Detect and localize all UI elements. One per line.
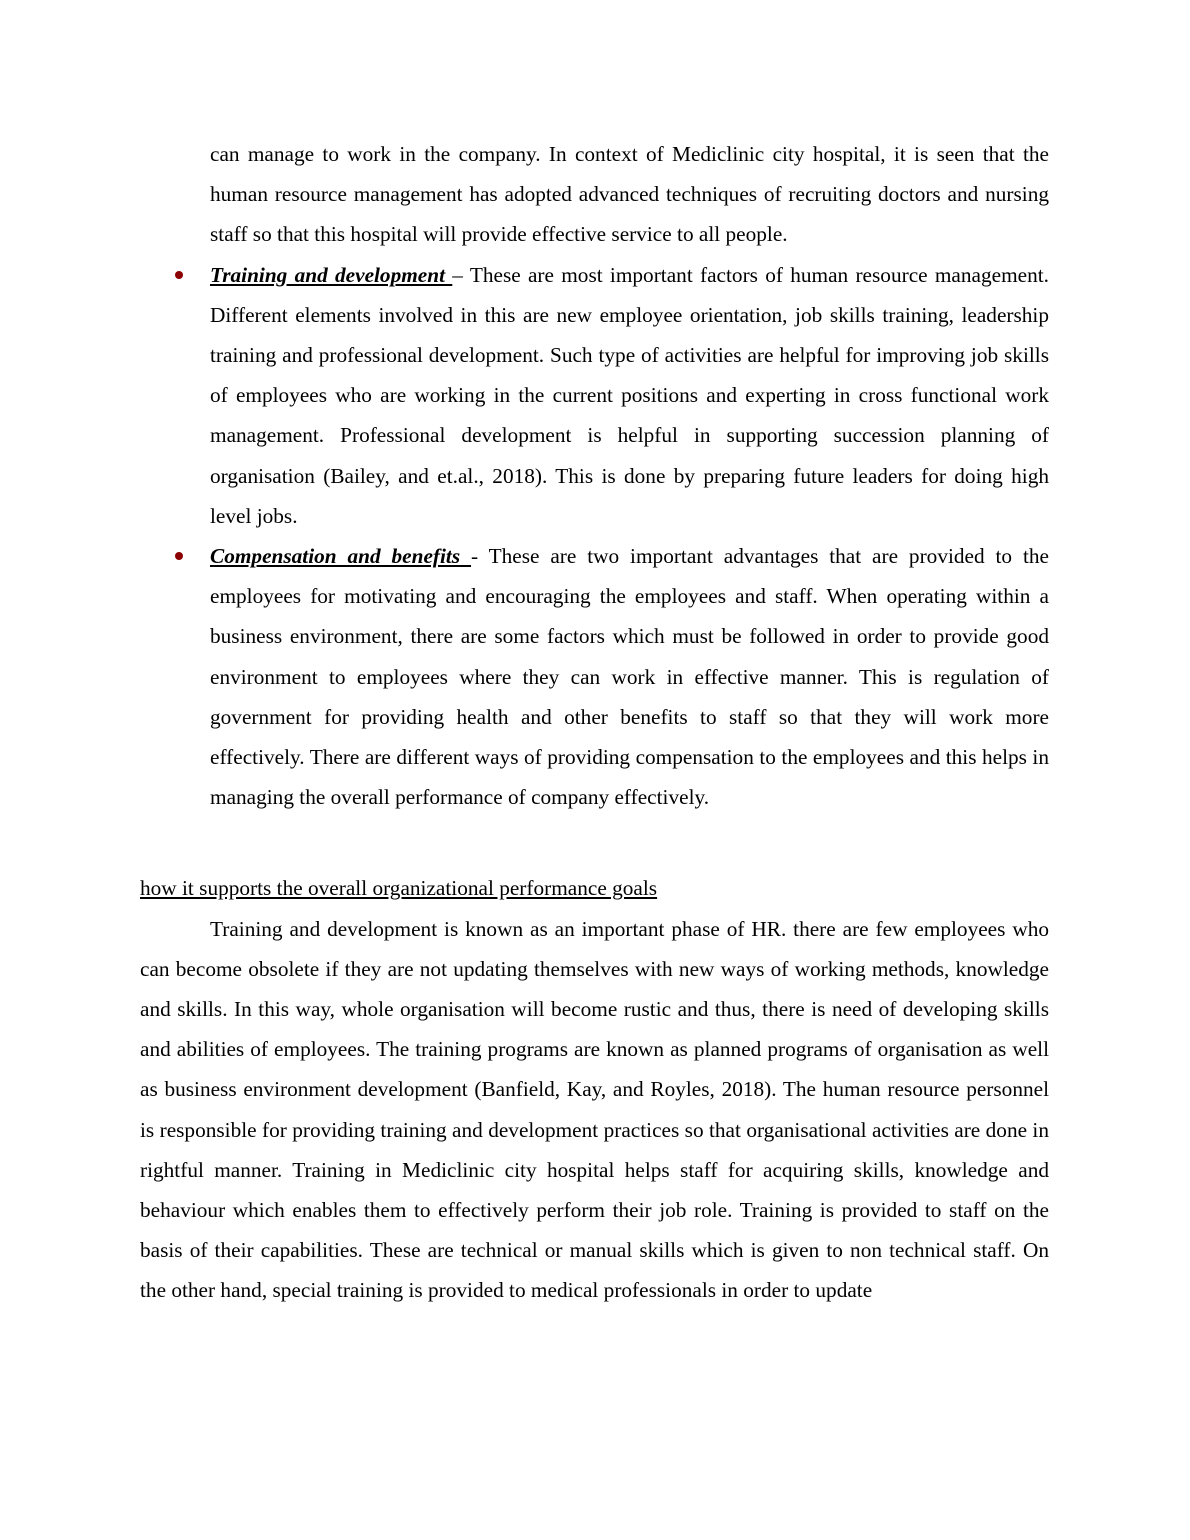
- bullet-text: These are two important advantages that are provided to the employees for motivating and encouraging the employees and staff. When operating within a business environment, there are some factors which must be followed in order to provide good environment to employees where they can work in effective manner. This is regulation of government for providing health and other benefits to staff so that they will work more effectively. There are different ways of providing compensation to the employees and this helps in managing the overall performance of company effectively.: [210, 544, 1049, 810]
- bullet-dot-icon: [175, 271, 183, 279]
- bullet-separator: –: [452, 262, 470, 287]
- bullet-item-compensation: [210, 536, 1049, 817]
- body-paragraph: Training and development is known as an important phase of HR. there are few employees who can become obsolete if they are not updating themselves with new ways of working methods, knowledge and skills. In this way, whole organisation will become rustic and thus, there is need of developing skills and abilities of employees. The training programs are known as planned programs of organisation as well as business environment development (Banfield, Kay, and Royles, 2018). The human resource personnel is responsible for providing training and development practices so that organisational activities are done in rightful manner. Training in Mediclinic city hospital helps staff for acquiring skills, knowledge and behaviour which enables them to effectively perform their job role. Training is provided to staff on the basis of their capabilities. These are technical or manual skills which is given to non technical staff. On the other hand, special training is provided to medical professionals in order to update: [140, 916, 1049, 1303]
- section-heading: how it supports the overall organizational performance goals: [140, 876, 658, 901]
- paragraph-spacer: [140, 817, 1049, 868]
- bullet-term: Compensation and benefits: [210, 544, 472, 569]
- continuation-paragraph: can manage to work in the company. In context of Mediclinic city hospital, it is seen that the human resource management has adopted advanced techniques of recruiting doctors and nursing staff so that this hospital will provide effective service to all people.: [210, 142, 1049, 247]
- bullet-dot-icon: [175, 552, 183, 560]
- bullet-term: Training and development: [210, 262, 453, 287]
- page-content: [140, 134, 1049, 1311]
- bullet-list: [140, 255, 1049, 818]
- bullet-item-training: [210, 255, 1049, 536]
- bullet-separator: -: [471, 544, 489, 569]
- bullet-text: These are most important factors of human resource management. Different elements involved in this are new employee orientation, job skills training, leadership training and professional development. Such type of activities are helpful for improving job skills of employees who are working in the current positions and experting in cross functional work management. Professional development is helpful in supporting succession planning of organisation (Bailey, and et.al., 2018). This is done by preparing future leaders for doing high level jobs.: [210, 262, 1049, 528]
